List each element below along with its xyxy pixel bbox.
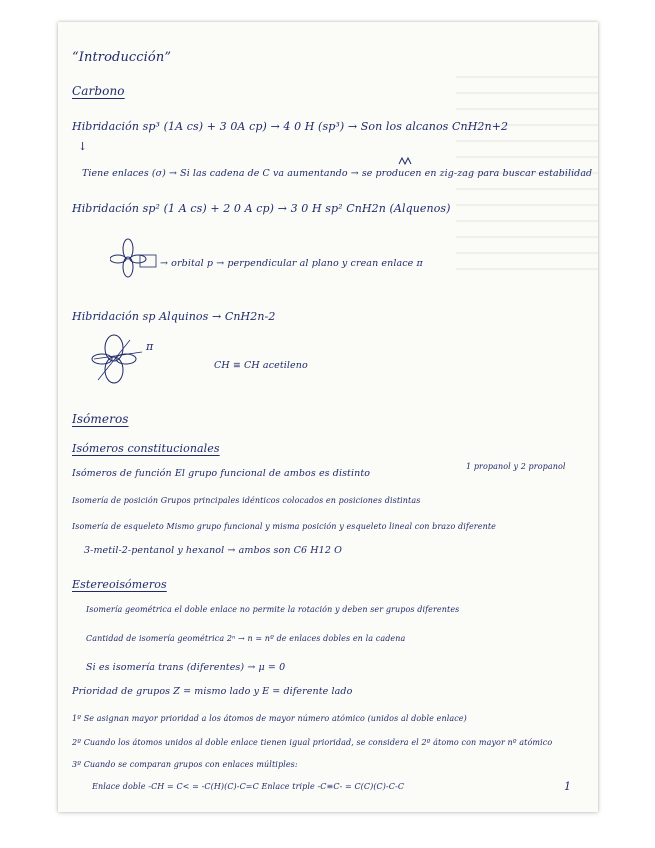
line-isomeros-funcion: Isómeros de función El grupo funcional de ambos es distinto: [72, 468, 371, 479]
sp-orbital-sketch-icon: [90, 330, 146, 388]
heading-isomeros-constitucionales: Isómeros constitucionales: [72, 442, 220, 455]
line-acetileno: CH ≡ CH acetileno: [214, 360, 308, 371]
line-sp2: Hibridación sp² (1 A cs) + 2 0 A cp) → 3 0 H sp² CnH2n (Alquenos): [72, 202, 451, 215]
line-enlaces-multiples: Enlace doble -CH = C< = -C(H)(C)-C=C Enlace triple -C≡C- = C(C)(C)-C-C: [92, 782, 405, 791]
line-prioridad-grupos: Prioridad de grupos Z = mismo lado y E = diferente lado: [72, 686, 353, 697]
line-sp-alquinos: Hibridación sp Alquinos → CnH2n-2: [72, 310, 276, 323]
line-isomeria-geometrica: Isomería geométrica el doble enlace no permite la rotación y deben ser grupos diferentes: [86, 605, 460, 614]
heading-estereoisomeros: Estereoisómeros: [72, 578, 167, 591]
notebook-page: [58, 22, 598, 812]
heading-carbono: Carbono: [72, 84, 125, 98]
pi-label: π: [146, 340, 154, 353]
line-isomeria-trans: Si es isomería trans (diferentes) → μ = 0: [86, 662, 286, 673]
line-isomeria-posicion: Isomería de posición Grupos principales idénticos colocados en posiciones distintas: [72, 496, 421, 505]
line-propanol-example: 1 propanol y 2 propanol: [466, 462, 566, 471]
line-metil-pentanol: 3-metil-2-pentanol y hexanol → ambos son C6 H12 O: [84, 545, 342, 556]
line-regla-3: 3º Cuando se comparan grupos con enlaces múltiples:: [72, 760, 298, 769]
line-sp3: Hibridación sp³ (1A cs) + 3 0A cp) → 4 0 H (sp³) → Son los alcanos CnH2n+2: [72, 120, 509, 133]
line-orbital-p: → orbital p → perpendicular al plano y crean enlace π: [160, 258, 423, 269]
line-isomeria-esqueleto: Isomería de esqueleto Mismo grupo funcional y misma posición y esqueleto lineal con brazo diferente: [72, 522, 496, 531]
page-number: 1: [564, 780, 572, 793]
p-orbital-sketch-icon: [110, 237, 160, 279]
title-introduccion: “Introducción”: [72, 50, 172, 65]
line-regla-2: 2º Cuando los átomos unidos al doble enlace tienen igual prioridad, se considera el 2º átomo con mayor nº atómico: [72, 738, 553, 747]
line-regla-1: 1º Se asignan mayor prioridad a los átomos de mayor número atómico (unidos al doble enlace): [72, 714, 467, 723]
bleed-through-shadow: [448, 62, 598, 302]
line-enlaces-sigma: Tiene enlaces (σ) → Si las cadena de C va aumentando → se producen en zig-zag para buscar estabilidad: [82, 168, 593, 179]
line-cantidad-isomeria: Cantidad de isomería geométrica 2ⁿ → n = nº de enlaces dobles en la cadena: [86, 634, 406, 643]
heading-isomeros: Isómeros: [72, 412, 129, 426]
zigzag-sketch-icon: [398, 154, 412, 168]
arrow-down-icon: ↓: [78, 140, 88, 153]
